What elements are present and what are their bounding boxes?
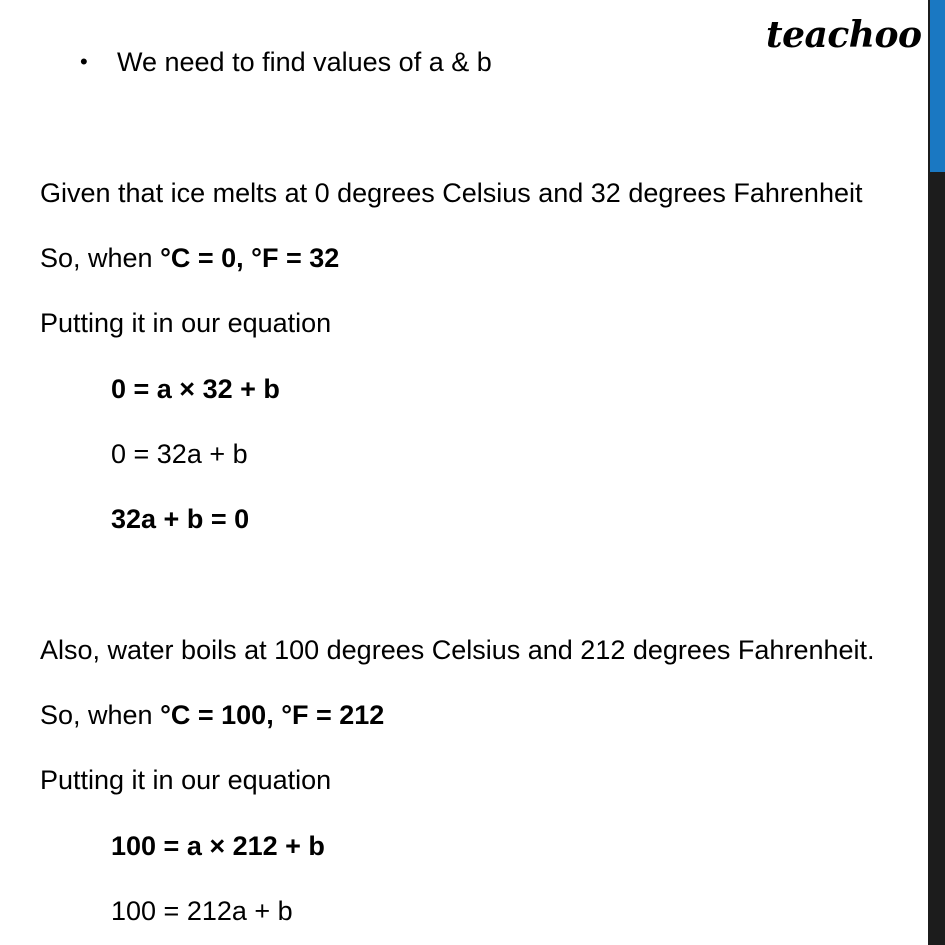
also-water-text: Also, water boils at 100 degrees Celsius and 212 degrees Fahrenheit. (40, 635, 875, 665)
so-when-line-2 (40, 698, 384, 732)
bullet-icon: • (80, 49, 88, 74)
equation-2-substituted: 100 = a × 212 + b (111, 831, 325, 861)
teachoo-logo: teachoo (766, 14, 922, 56)
so-when-line-1 (40, 241, 339, 275)
equation-2-simplified: 100 = 212a + b (111, 896, 293, 926)
equation-1-simplified: 0 = 32a + b (111, 439, 248, 469)
putting-text-2: Putting it in our equation (40, 765, 332, 795)
so-when-prefix-2: So, when (40, 700, 161, 730)
putting-text-1: Putting it in our equation (40, 308, 332, 338)
right-scrollbar[interactable] (928, 0, 945, 945)
so-when-condition-2: °C = 100, °F = 212 (160, 700, 385, 730)
equation-1-result: 32a + b = 0 (111, 504, 250, 534)
bullet-text: We need to find values of a & b (117, 47, 492, 77)
so-when-condition-1: °C = 0, °F = 32 (160, 243, 340, 273)
equation-1-substituted: 0 = a × 32 + b (111, 374, 280, 404)
scrollbar-thumb[interactable] (930, 0, 945, 172)
so-when-prefix-1: So, when (40, 243, 161, 273)
given-ice-text: Given that ice melts at 0 degrees Celsius and 32 degrees Fahrenheit (40, 178, 863, 208)
